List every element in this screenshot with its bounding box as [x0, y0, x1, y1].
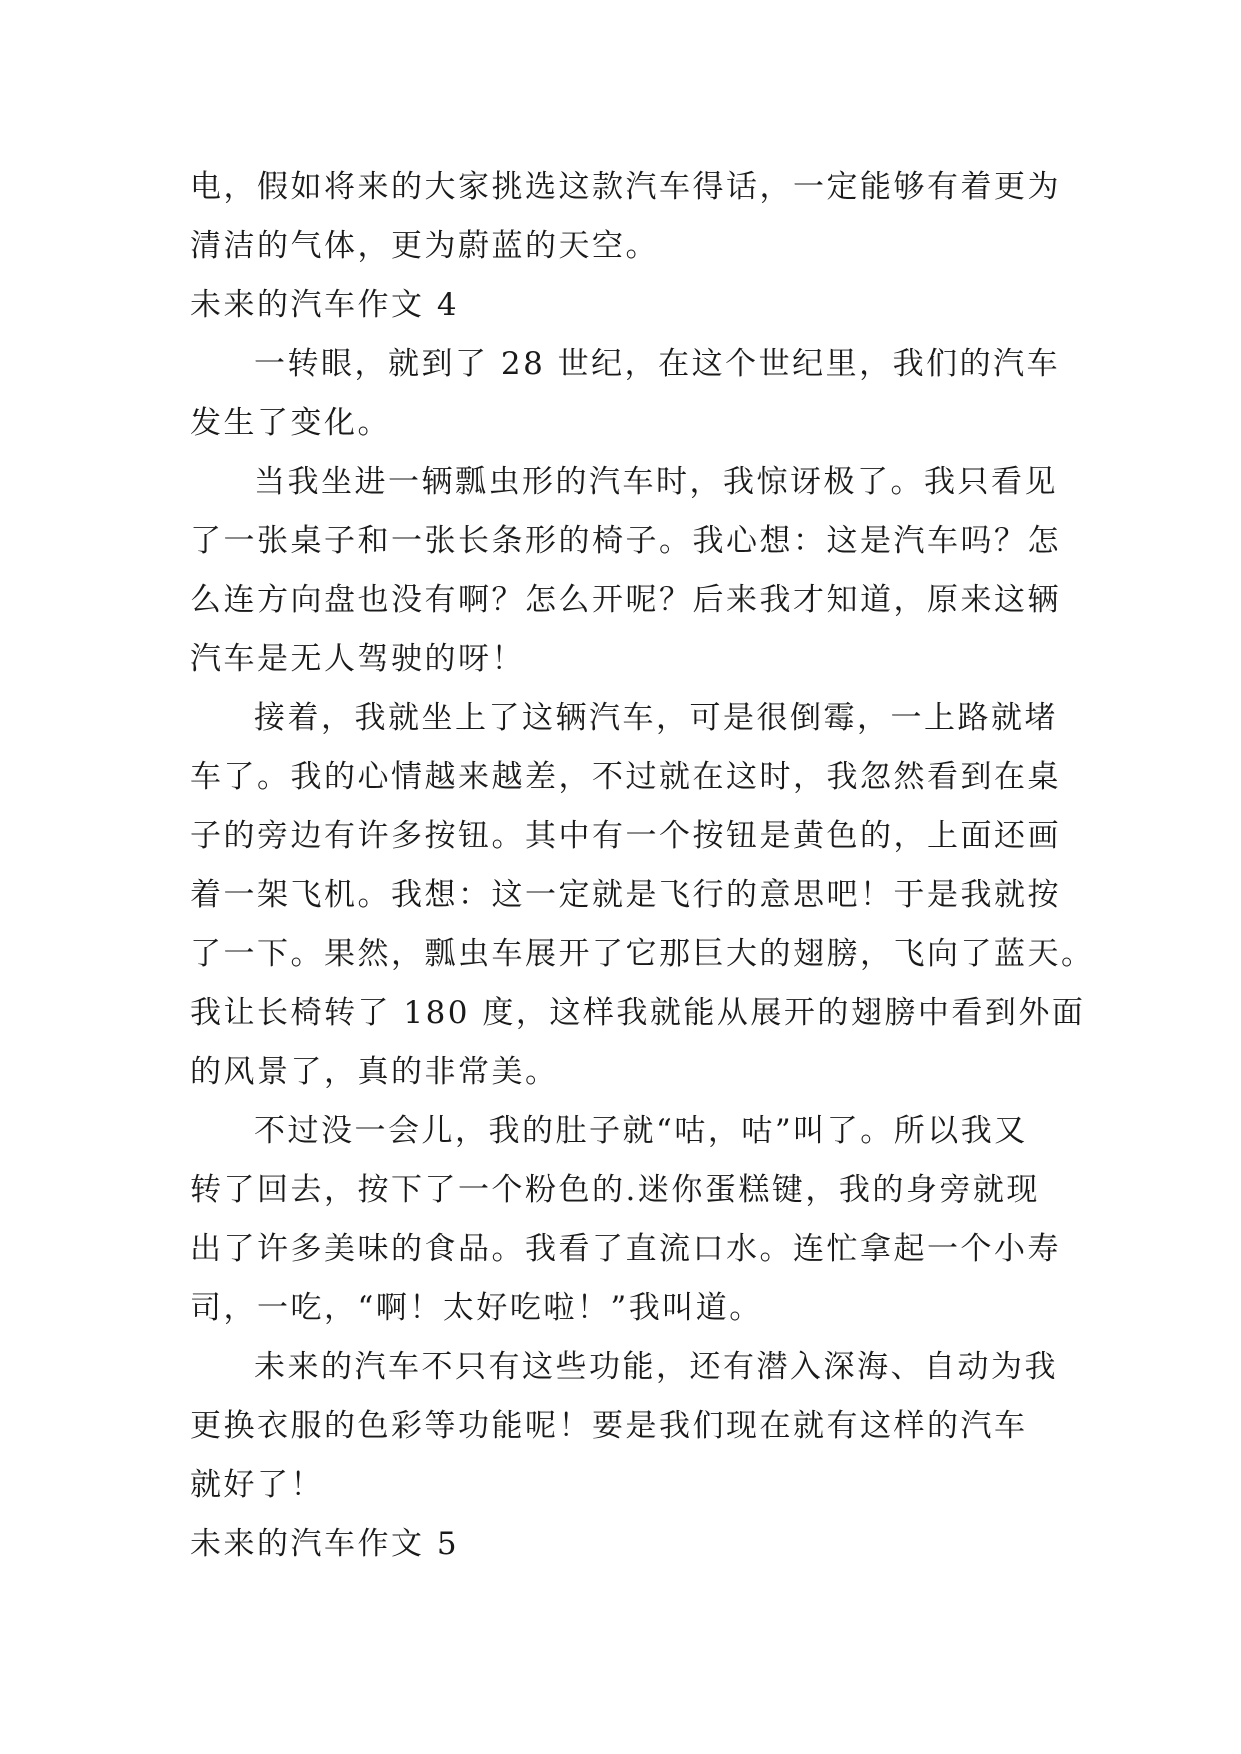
text-line: 转了回去，按下了一个粉色的.迷你蛋糕键，我的身旁就现: [190, 1172, 1040, 1208]
text-line: 出了许多美味的食品。我看了直流口水。连忙拿起一个小寿: [190, 1231, 1061, 1267]
text-line: 着一架飞机。我想：这一定就是飞行的意思吧！于是我就按: [190, 877, 1061, 913]
section-heading: 未来的汽车作文 4: [190, 287, 460, 323]
text-line: 汽车是无人驾驶的呀！: [190, 641, 525, 677]
text-line: 了一下。果然，瓢虫车展开了它那巨大的翅膀，飞向了蓝天。: [190, 936, 1095, 972]
section-heading: 未来的汽车作文 5: [190, 1526, 460, 1562]
text-line: 我让长椅转了 180 度，这样我就能从展开的翅膀中看到外面: [190, 995, 1086, 1031]
text-line: 的风景了，真的非常美。: [190, 1054, 559, 1090]
text-line: 就好了！: [190, 1467, 324, 1503]
paragraph-start: 接着，我就坐上了这辆汽车，可是很倒霉，一上路就堵: [254, 700, 1058, 736]
paragraph-start: 不过没一会儿，我的肚子就“咕，咕”叫了。所以我又: [254, 1113, 1028, 1149]
text-line: 电，假如将来的大家挑选这款汽车得话，一定能够有着更为: [190, 169, 1061, 205]
text-line: 子的旁边有许多按钮。其中有一个按钮是黄色的，上面还画: [190, 818, 1061, 854]
paragraph-start: 当我坐进一辆瓢虫形的汽车时，我惊讶极了。我只看见: [254, 464, 1058, 500]
text-line: 司，一吃，“啊！太好吃啦！”我叫道。: [190, 1290, 763, 1326]
text-line: 么连方向盘也没有啊？怎么开呢？后来我才知道，原来这辆: [190, 582, 1061, 618]
document-page: [190, 158, 1095, 1574]
text-line: 更换衣服的色彩等功能呢！要是我们现在就有这样的汽车: [190, 1408, 1028, 1444]
text-line: 车了。我的心情越来越差，不过就在这时，我忽然看到在桌: [190, 759, 1061, 795]
paragraph-start: 未来的汽车不只有这些功能，还有潜入深海、自动为我: [254, 1349, 1058, 1385]
text-line: 了一张桌子和一张长条形的椅子。我心想：这是汽车吗？怎: [190, 523, 1061, 559]
text-line: 清洁的气体，更为蔚蓝的天空。: [190, 228, 659, 264]
text-line: 发生了变化。: [190, 405, 391, 441]
paragraph-start: 一转眼，就到了 28 世纪，在这个世纪里，我们的汽车: [254, 346, 1061, 382]
